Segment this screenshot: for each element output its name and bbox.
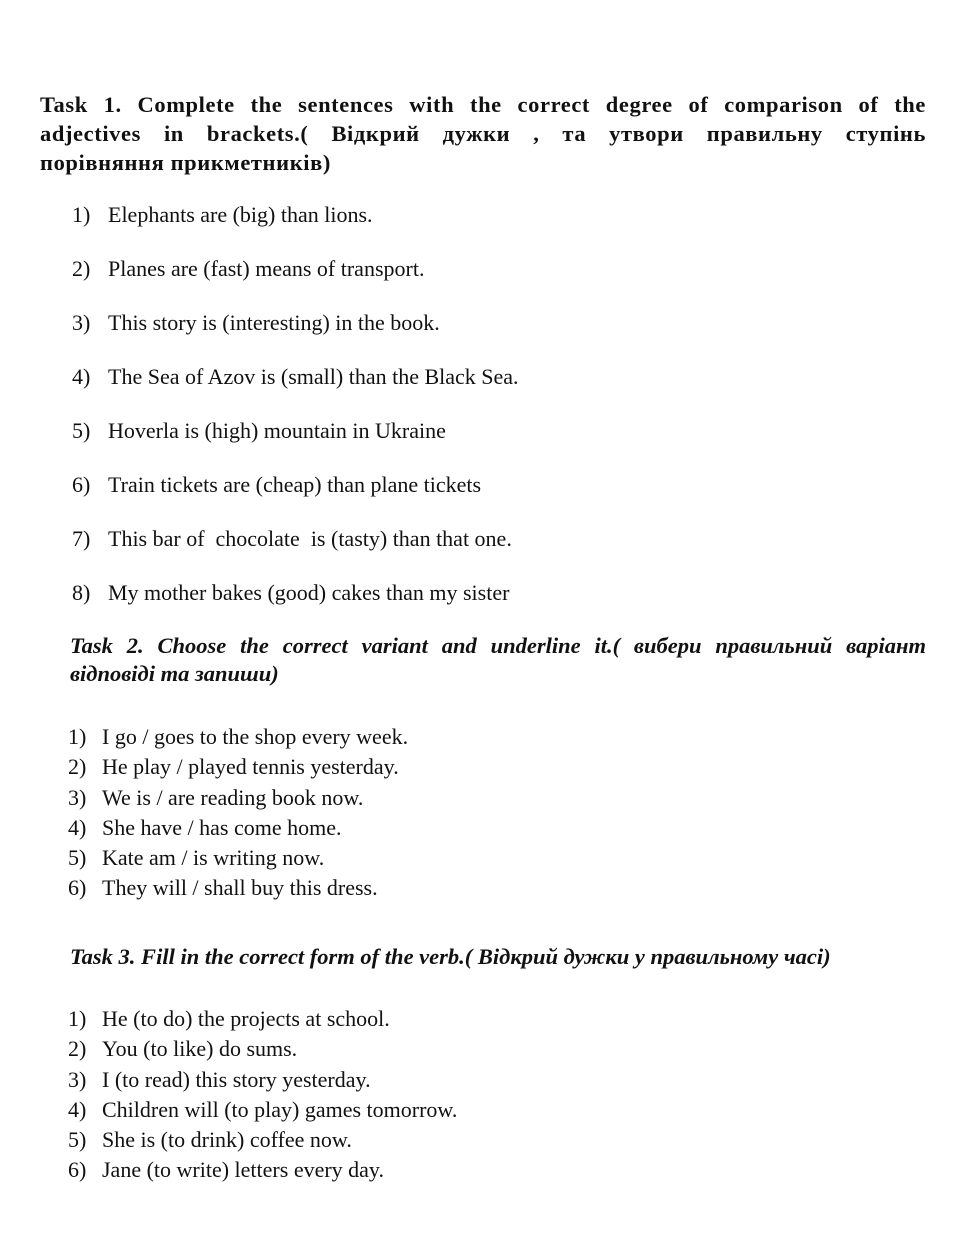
- task2-heading: [70, 632, 926, 688]
- item-text: My mother bakes (good) cakes than my sister: [108, 580, 510, 605]
- item-number: 4): [72, 364, 91, 389]
- item-text: They will / shall buy this dress.: [102, 875, 378, 901]
- item-text: She is (to drink) coffee now.: [102, 1127, 352, 1153]
- list-item: [72, 362, 519, 416]
- item-number: 4): [68, 814, 87, 840]
- item-number: 1): [72, 202, 91, 227]
- list-item: [72, 578, 519, 632]
- list-item: [68, 1155, 457, 1185]
- item-number: 6): [68, 875, 87, 901]
- item-number: 5): [68, 1127, 87, 1153]
- task1-heading-line: Task 1. Complete the sentences with the correct degree of comparison of the: [40, 92, 926, 117]
- list-item: [72, 470, 519, 524]
- item-text: She have / has come home.: [102, 814, 342, 840]
- item-number: 6): [72, 472, 91, 497]
- item-text: He play / played tennis yesterday.: [102, 754, 399, 780]
- item-text: Children will (to play) games tomorrow.: [102, 1096, 458, 1122]
- item-number: 4): [68, 1096, 87, 1122]
- item-text: The Sea of Azov is (small) than the Black Sea.: [108, 364, 519, 389]
- list-item: [68, 843, 408, 873]
- item-number: 6): [68, 1157, 87, 1183]
- list-item: [72, 416, 519, 470]
- item-number: 5): [72, 418, 91, 443]
- item-number: 5): [68, 845, 87, 871]
- item-number: 7): [72, 526, 91, 551]
- list-item: [68, 873, 408, 903]
- item-text: Kate am / is writing now.: [102, 845, 325, 871]
- item-number: 3): [72, 310, 91, 335]
- list-item: [68, 1125, 457, 1155]
- item-text: This story is (interesting) in the book.: [108, 310, 440, 335]
- item-text: Elephants are (big) than lions.: [108, 202, 373, 227]
- item-text: This bar of chocolate is (tasty) than that one.: [108, 526, 512, 551]
- item-text: You (to like) do sums.: [102, 1036, 298, 1062]
- item-number: 3): [68, 784, 87, 810]
- item-number: 1): [68, 724, 87, 749]
- task1-heading: [40, 90, 926, 177]
- item-text: He (to do) the projects at school.: [102, 1006, 390, 1031]
- task3-heading: Task 3. Fill in the correct form of the verb.( Відкрий дужки у правильному часі): [70, 944, 831, 969]
- task2-list: [68, 722, 408, 904]
- item-number: 3): [68, 1066, 87, 1092]
- list-item: [68, 1034, 457, 1064]
- item-number: 2): [72, 256, 91, 281]
- list-item: [72, 254, 519, 308]
- item-text: Hoverla is (high) mountain in Ukraine: [108, 418, 446, 443]
- task1-heading-line: adjectives in brackets.( Відкрий дужки , та утвори правильну ступінь: [40, 121, 926, 146]
- list-item: [68, 813, 408, 843]
- item-text: Train tickets are (cheap) than plane tickets: [108, 472, 482, 497]
- list-item: [68, 752, 408, 782]
- item-text: Planes are (fast) means of transport.: [108, 256, 425, 281]
- list-item: [72, 524, 519, 578]
- task1-heading-line: порівняння прикметників): [40, 150, 331, 175]
- list-item: [72, 200, 519, 254]
- item-text: Jane (to write) letters every day.: [102, 1157, 385, 1183]
- item-text: I go / goes to the shop every week.: [102, 724, 409, 749]
- item-text: I (to read) this story yesterday.: [102, 1066, 371, 1092]
- item-number: 2): [68, 1036, 87, 1062]
- item-text: We is / are reading book now.: [102, 784, 364, 810]
- task2-heading-line: Task 2. Choose the correct variant and underline it.( вибери правильний варіант: [70, 633, 926, 658]
- item-number: 2): [68, 754, 87, 780]
- list-item: [68, 1095, 457, 1125]
- item-number: 8): [72, 580, 91, 605]
- list-item: [72, 308, 519, 362]
- list-item: [68, 1004, 457, 1034]
- list-item: [68, 783, 408, 813]
- task1-list: [72, 200, 519, 632]
- item-number: 1): [68, 1006, 87, 1031]
- list-item: [68, 722, 408, 752]
- task2-heading-line: відповіді та запиши): [70, 661, 279, 686]
- list-item: [68, 1065, 457, 1095]
- task3-list: [68, 1004, 457, 1186]
